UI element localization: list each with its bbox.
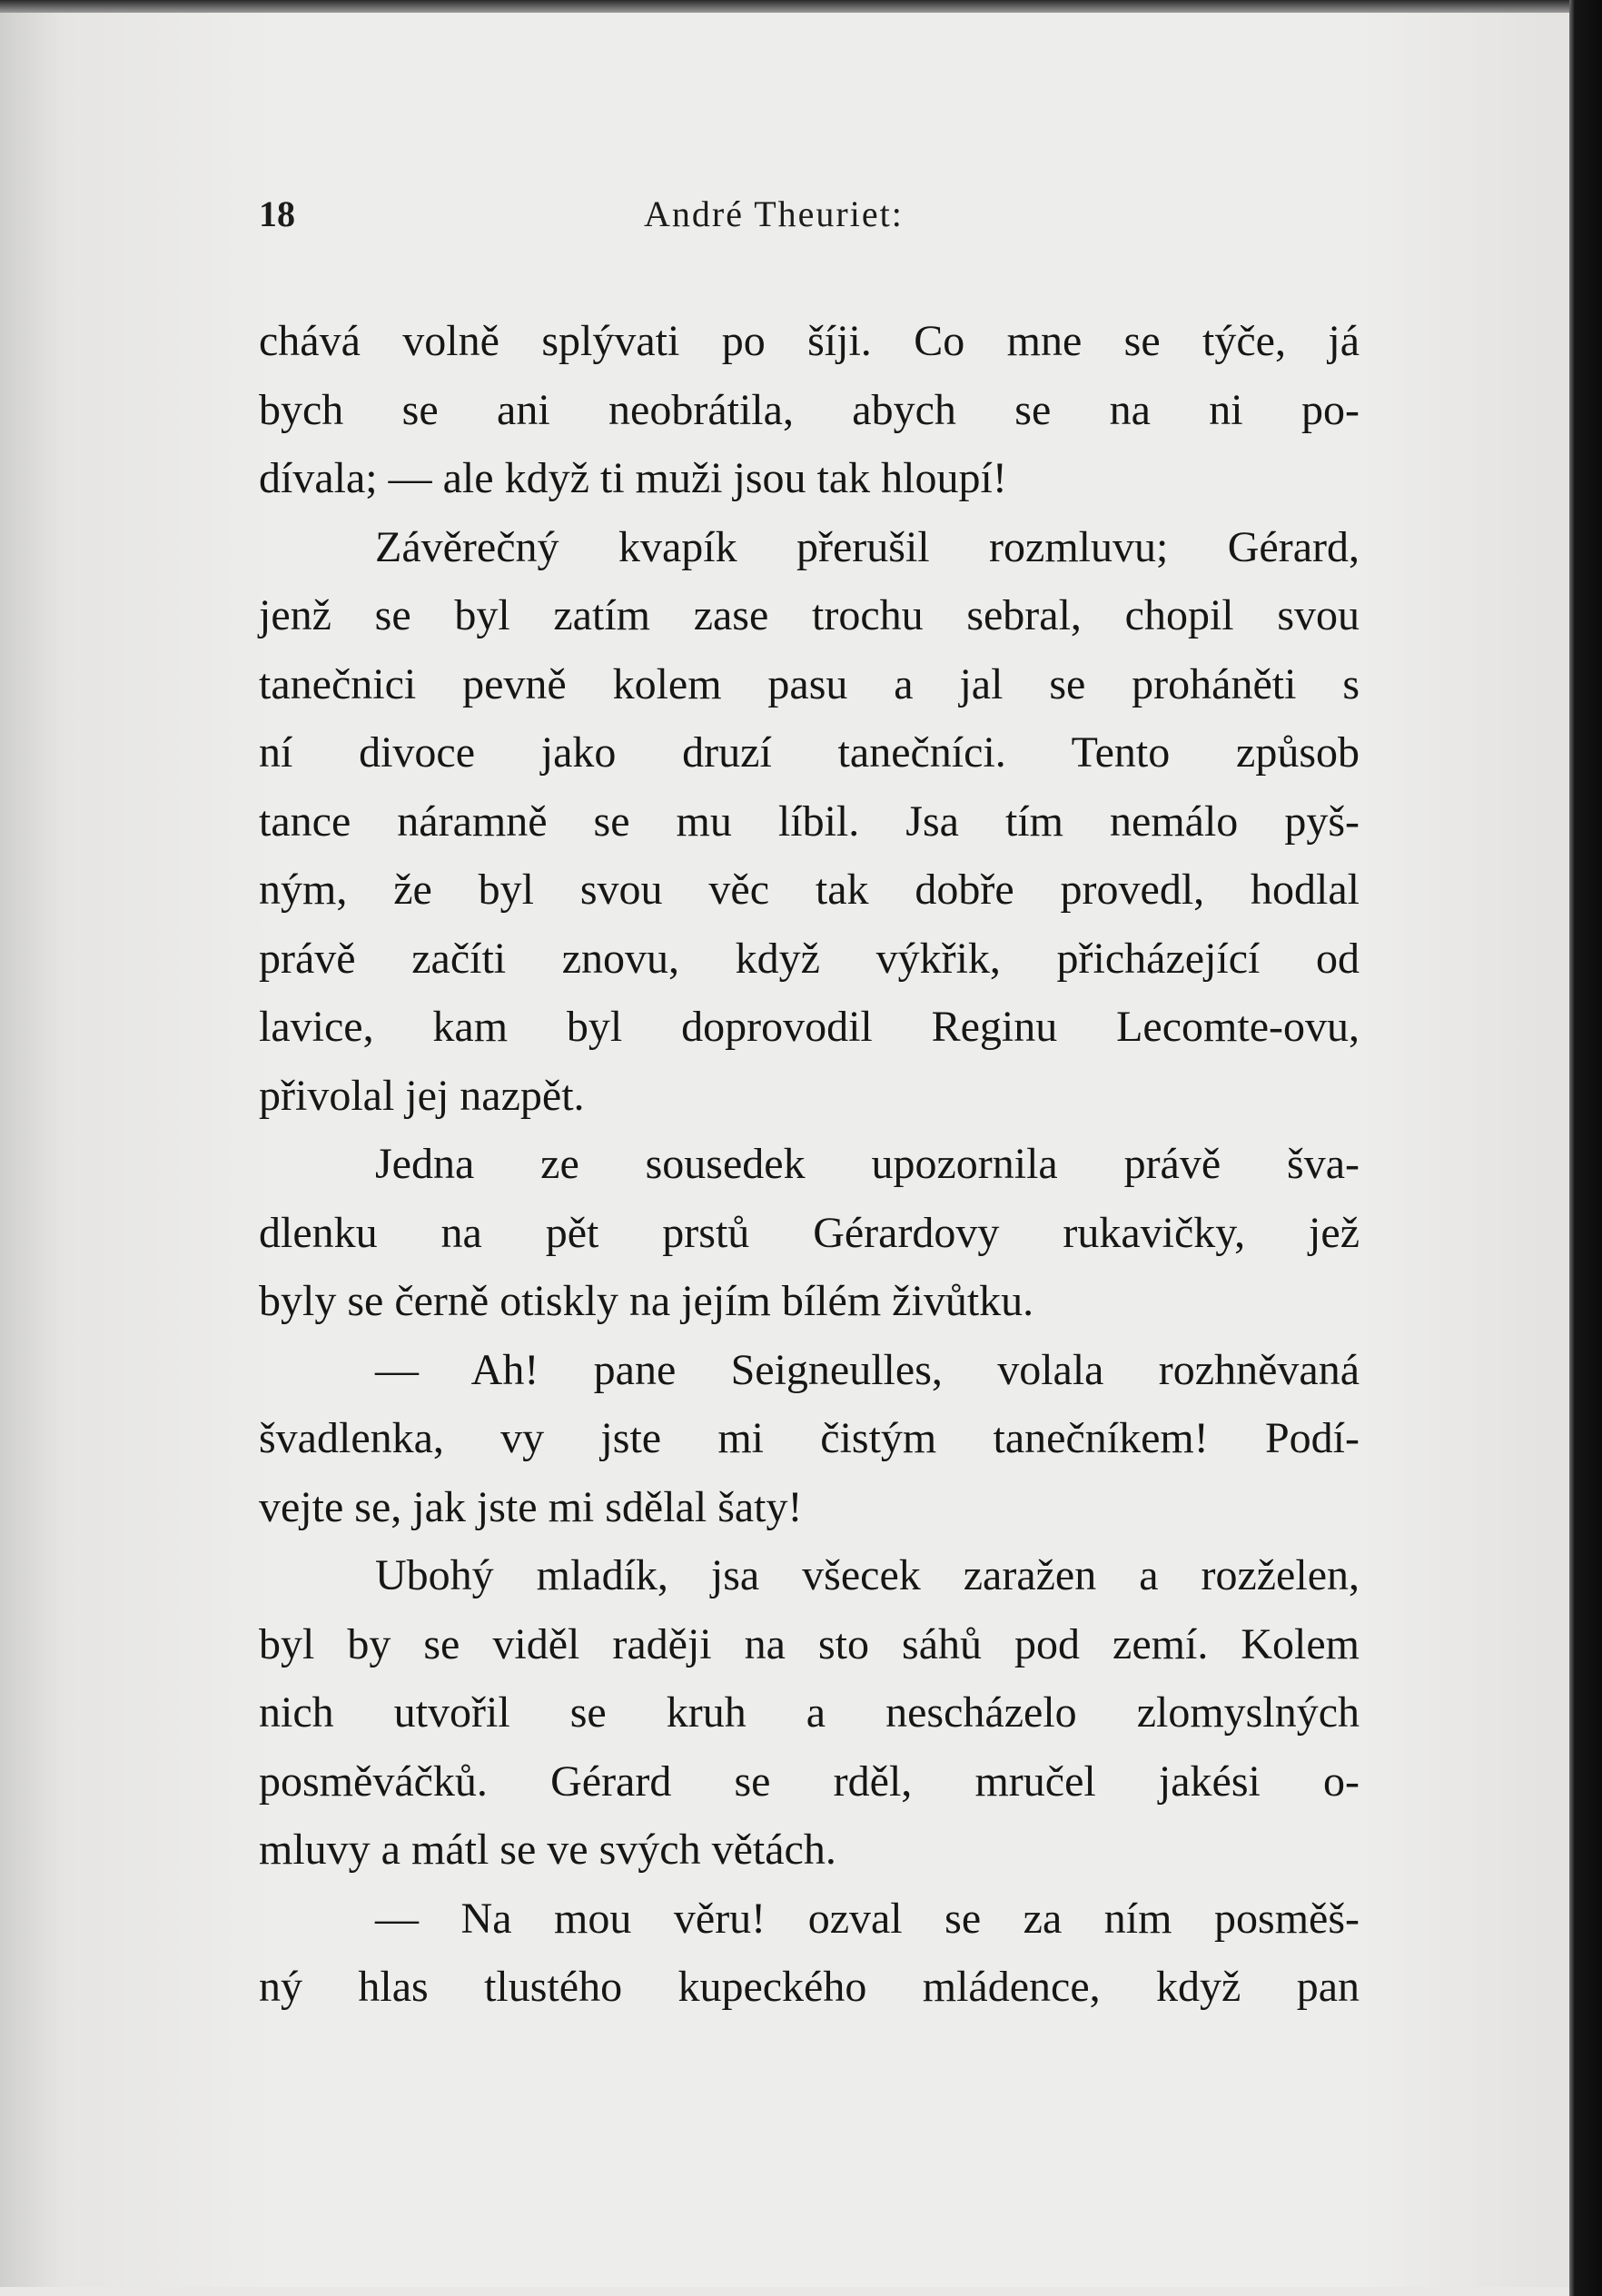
- text-line: Jedna ze sousedek upozornila právě šva-: [375, 1140, 1360, 1188]
- text-line: ný hlas tlustého kupeckého mládence, když pan: [259, 1963, 1360, 2011]
- text-line: — Na mou věru! ozval se za ním posměš-: [375, 1894, 1360, 1943]
- text-line: tance náramně se mu líbil. Jsa tím nemálo pyš-: [259, 797, 1360, 846]
- text-line: dívala; — ale když ti muži jsou tak hloupí!: [259, 454, 1007, 502]
- text-line: chává volně splývati po šíji. Co mne se týče, já: [259, 317, 1360, 365]
- page-top-edge-shadow: [0, 0, 1602, 13]
- text-line: byl by se viděl raději na sto sáhů pod zemí. Kolem: [259, 1619, 1360, 1668]
- text-line: Závěrečný kvapík přerušil rozmluvu; Gérard,: [375, 522, 1360, 571]
- text-line: byly se černě otiskly na jejím bílém živůtku.: [259, 1277, 1034, 1325]
- text-line: ným, že byl svou věc tak dobře provedl, hodlal: [259, 866, 1360, 914]
- text-line: lavice, kam byl doprovodil Reginu Lecomte-ovu,: [259, 1003, 1360, 1051]
- text-line: tanečnici pevně kolem pasu a jal se proháněti s: [259, 659, 1360, 708]
- page-number: 18: [259, 193, 295, 234]
- text-line: přivolal jej nazpět.: [259, 1071, 585, 1120]
- text-line: ní divoce jako druzí tanečníci. Tento způsob: [259, 728, 1360, 777]
- text-line: nich utvořil se kruh a nescházelo zlomyslných: [259, 1688, 1360, 1737]
- book-spine-edge: [1569, 0, 1602, 2296]
- text-line: právě začíti znovu, když výkřik, přicházející od: [259, 934, 1360, 983]
- text-line: posměváčků. Gérard se rděl, mručel jakési o-: [259, 1757, 1360, 1806]
- text-line: Ubohý mladík, jsa všecek zaražen a rozželen,: [375, 1551, 1360, 1599]
- text-line: bych se ani neobrátila, abych se na ni po-: [259, 385, 1360, 434]
- text-line: vejte se, jak jste mi sdělal šaty!: [259, 1482, 803, 1531]
- text-line: jenž se byl zatím zase trochu sebral, chopil svou: [259, 591, 1360, 639]
- running-head: André Theuriet:: [644, 193, 904, 234]
- text-line: švadlenka, vy jste mi čistým tanečníkem! Podí-: [259, 1414, 1360, 1462]
- page-header: [259, 193, 1349, 247]
- body-text: [259, 307, 1360, 2022]
- text-line: — Ah! pane Seigneulles, volala rozhněvaná: [375, 1345, 1360, 1394]
- text-line: mluvy a mátl se ve svých větách.: [259, 1826, 836, 1874]
- text-line: dlenku na pět prstů Gérardovy rukavičky, jež: [259, 1208, 1360, 1257]
